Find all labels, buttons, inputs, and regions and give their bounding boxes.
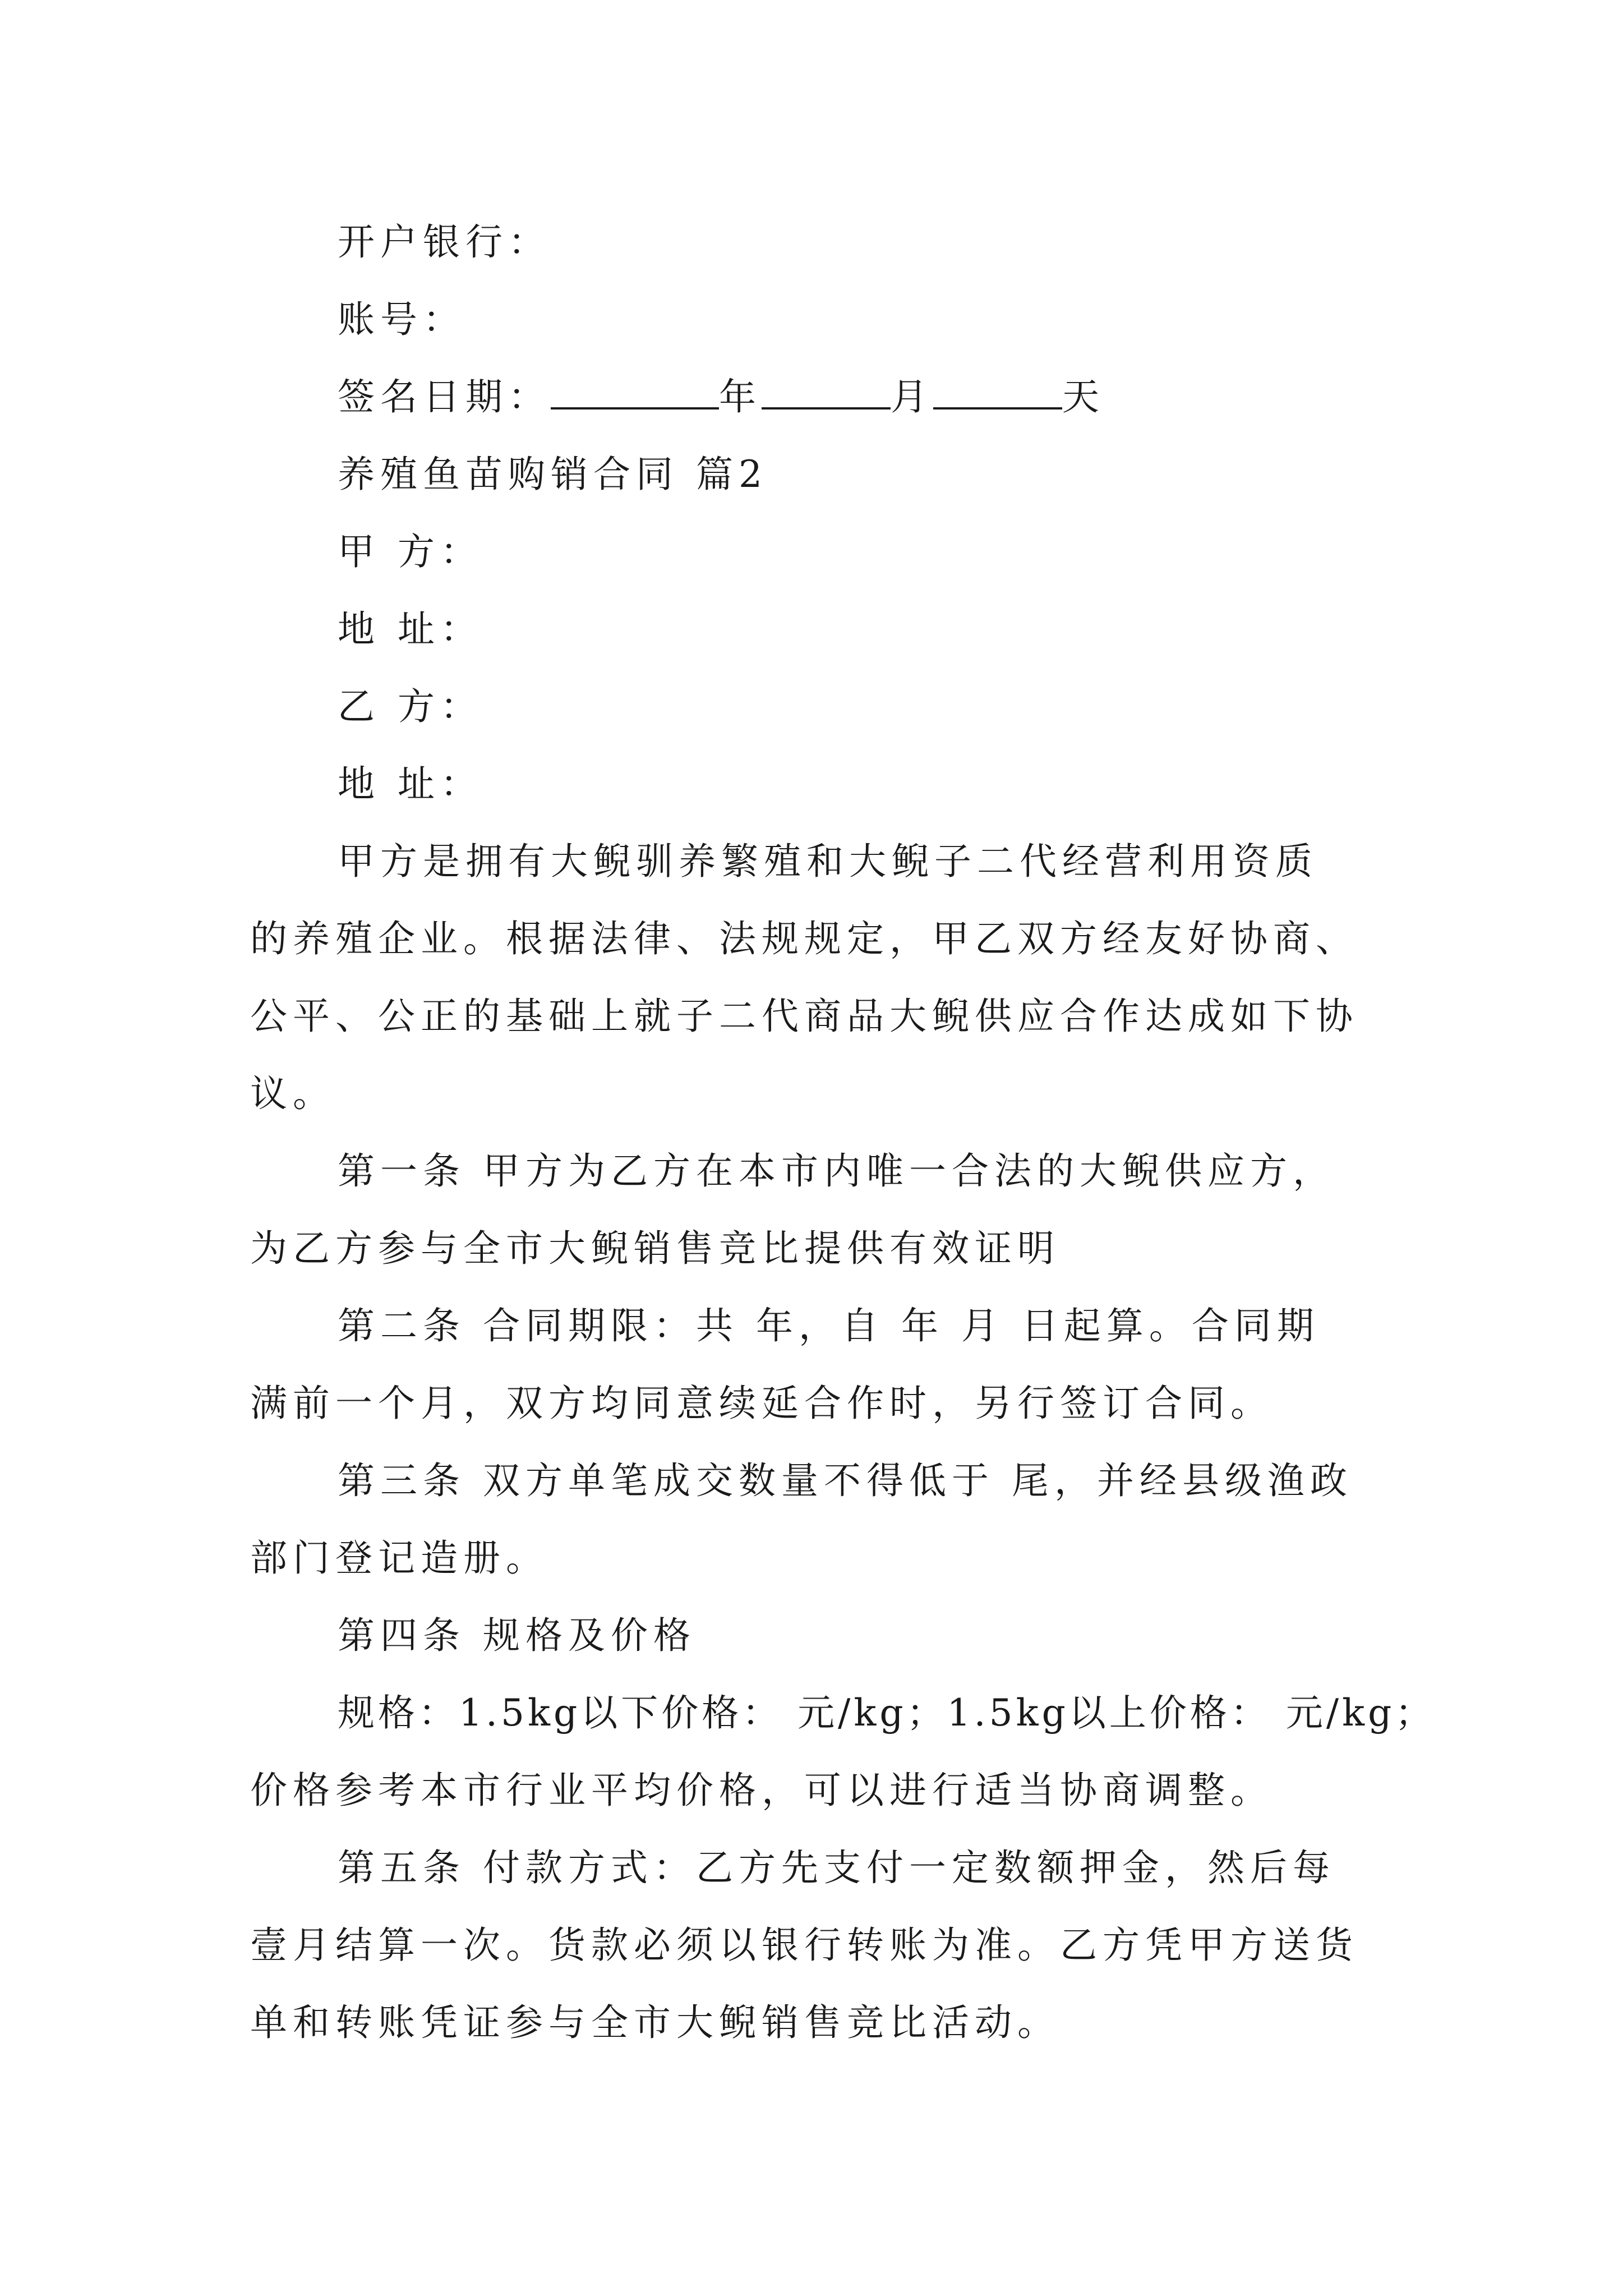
article-4-title: 第四条 规格及价格 <box>338 1614 696 1657</box>
article-3-line: 部门登记造册。 <box>250 1536 548 1580</box>
article-2-line: 第二条 合同期限：共 年，自 年 月 日起算。合同期 <box>338 1304 1320 1347</box>
article-5-line: 壹月结算一次。货款必须以银行转账为准。乙方凭甲方送货 <box>250 1924 1358 1967</box>
article-1-line: 为乙方参与全市大鲵销售竞比提供有效证明 <box>250 1227 1060 1270</box>
article-1-line: 第一条 甲方为乙方在本市内唯一合法的大鲵供应方， <box>338 1149 1335 1193</box>
article-4-line: 规格：1.5kg以下价格： 元/kg；1.5kg以上价格： 元/kg； <box>338 1691 1436 1734</box>
account-label: 账号： <box>338 298 465 341</box>
article-4-line: 价格参考本市行业平均价格，可以进行适当协商调整。 <box>250 1769 1273 1812</box>
sign-date-label: 签名日期： <box>338 375 551 418</box>
address-a-label: 地 址： <box>338 608 483 651</box>
intro-line: 议。 <box>250 1072 335 1115</box>
article-3-line: 第三条 双方单笔成交数量不得低于 尾，并经县级渔政 <box>338 1459 1353 1502</box>
sign-date-line <box>338 375 1105 420</box>
bank-label: 开户银行： <box>338 220 551 264</box>
year-blank <box>551 375 719 409</box>
party-b-label: 乙 方： <box>338 685 483 728</box>
year-label: 年 <box>719 375 762 418</box>
day-blank <box>933 375 1062 409</box>
month-blank <box>762 375 891 409</box>
article-5-line: 第五条 付款方式：乙方先支付一定数额押金，然后每 <box>338 1846 1335 1889</box>
party-a-label: 甲 方： <box>338 530 483 573</box>
article-5-line: 单和转账凭证参与全市大鲵销售竞比活动。 <box>250 2001 1060 2044</box>
article-2-line: 满前一个月，双方均同意续延合作时，另行签订合同。 <box>250 1382 1273 1425</box>
month-label: 月 <box>891 375 933 418</box>
address-b-label: 地 址： <box>338 762 483 806</box>
intro-line: 甲方是拥有大鲵驯养繁殖和大鲵子二代经营利用资质 <box>338 840 1318 883</box>
day-label: 天 <box>1062 375 1105 418</box>
intro-line: 的养殖企业。根据法律、法规规定，甲乙双方经友好协商、 <box>250 917 1358 960</box>
section-title: 养殖鱼苗购销合同 篇2 <box>338 453 768 496</box>
intro-line: 公平、公正的基础上就子二代商品大鲵供应合作达成如下协 <box>250 995 1358 1038</box>
